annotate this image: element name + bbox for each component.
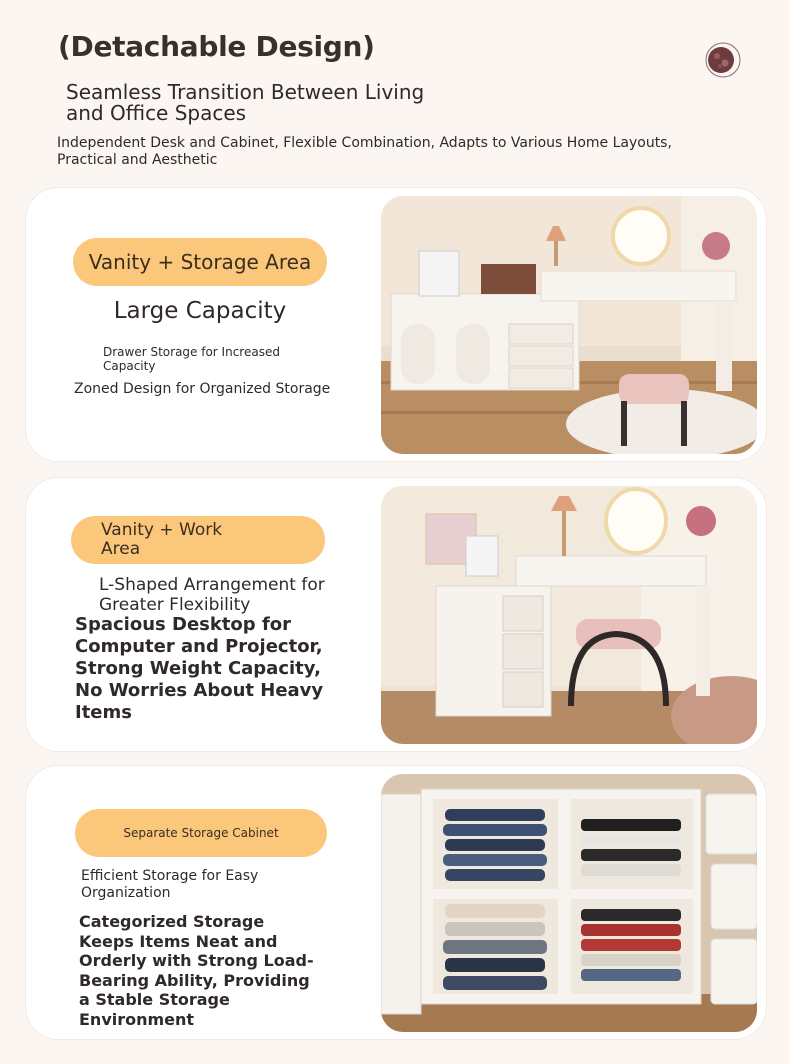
vanity-work-photo [381, 486, 757, 744]
section-card-vanity-storage [26, 188, 766, 461]
header [0, 0, 790, 180]
feature-text: Categorized Storage Keeps Items Neat and Orderly with Strong Load-Bearing Ability, Providing a Stable Storage Environment [79, 912, 314, 1029]
section-heading: Large Capacity [113, 298, 287, 324]
page-description: Independent Desk and Cabinet, Flexible Combination, Adapts to Various Home Layouts, Practical and Aesthetic [57, 135, 672, 168]
section-badge-label: Separate Storage Cabinet [123, 826, 279, 840]
feature-text: Spacious Desktop for Computer and Projector, Strong Weight Capacity, No Worries About Heavy Items [75, 614, 324, 723]
section-card-storage-cabinet [26, 766, 766, 1039]
section-badge-label: Vanity + Storage Area [88, 250, 312, 274]
page-title: (Detachable Design) [58, 30, 375, 63]
brand-logo [700, 40, 746, 80]
feature-text: Drawer Storage for Increased Capacity [103, 345, 280, 373]
storage-cabinet-photo [381, 774, 757, 1032]
feature-text: L-Shaped Arrangement for Greater Flexibility [99, 575, 325, 615]
feature-text: Zoned Design for Organized Storage [74, 381, 331, 397]
section-badge [73, 238, 327, 286]
section-badge [75, 809, 327, 857]
page-subtitle: Seamless Transition Between Living and Office Spaces [66, 80, 425, 125]
vanity-storage-photo [381, 196, 757, 454]
section-badge-label: Vanity + Work Area [101, 520, 223, 559]
section-card-vanity-work [26, 478, 766, 751]
feature-text: Efficient Storage for Easy Organization [81, 868, 259, 901]
section-badge [71, 516, 325, 564]
